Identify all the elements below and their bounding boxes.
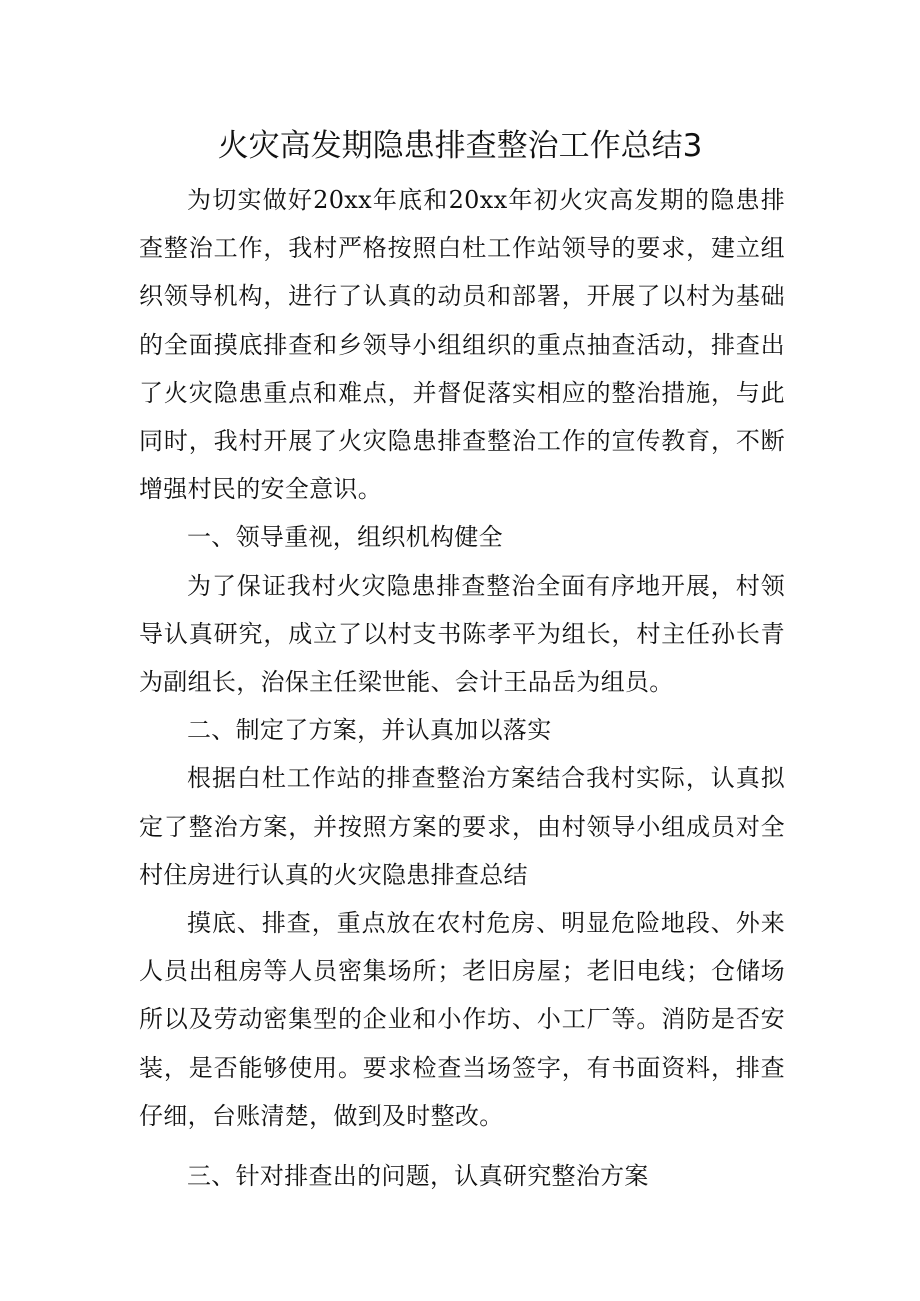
- document-title: 火灾高发期隐患排查整治工作总结3: [217, 128, 703, 164]
- section-heading-1: 一、领导重视，组织机构健全: [187, 523, 503, 552]
- section-1-paragraph: 为了保证我村火灾隐患排查整治全面有序地开展，村领导认真研究，成立了以村支书陈孝平为组长，村主任孙长青为副组长，治保主任梁世能、会计王品岳为组员。: [139, 571, 785, 697]
- paragraph-spacer: [139, 1140, 785, 1152]
- document-body: [139, 176, 785, 1200]
- intro-paragraph: 为切实做好20xx年底和20xx年初火灾高发期的隐患排查整治工作，我村严格按照白杜工作站领导的要求，建立组织领导机构，进行了认真的动员和部署，开展了以村为基础的全面摸底排查和乡领导小组组织的重点抽查活动，排查出了火灾隐患重点和难点，并督促落实相应的整治措施，与此同时，我村开展了火灾隐患排查整治工作的宣传教育，不断增强村民的安全意识。: [139, 186, 785, 504]
- section-2-paragraph: 根据白杜工作站的排查整治方案结合我村实际，认真拟定了整治方案，并按照方案的要求，由村领导小组成员对全村住房进行认真的火灾隐患排查总结: [139, 764, 785, 889]
- section-heading-2: 二、制定了方案，并认真加以落实: [187, 716, 552, 745]
- inspection-paragraph: 摸底、排查，重点放在农村危房、明显危险地段、外来人员出租房等人员密集场所；老旧房屋；老旧电线；仓储场所以及劳动密集型的企业和小作坊、小工厂等。消防是否安装，是否能够使用。要求检查当场签字，有书面资料，排查仔细，台账清楚，做到及时整改。: [139, 909, 785, 1130]
- section-heading-3: 三、针对排查出的问题，认真研究整治方案: [187, 1162, 649, 1191]
